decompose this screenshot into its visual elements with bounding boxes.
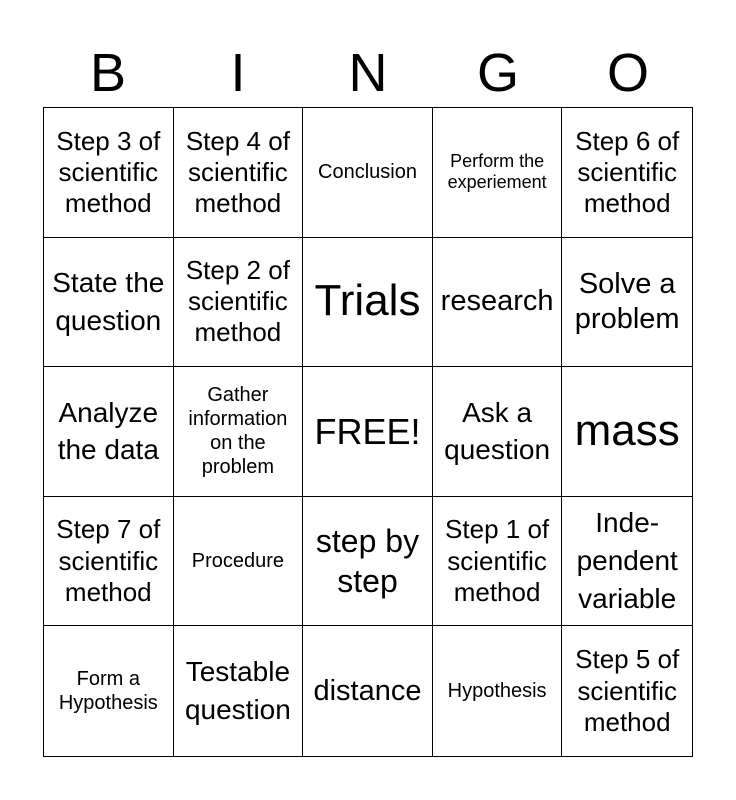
bingo-cell: Ask a question [433, 367, 563, 497]
bingo-cell: step by step [303, 497, 433, 627]
header-letter-i: I [230, 43, 246, 103]
bingo-cell: Step 7 of scientific method [44, 497, 174, 627]
bingo-cell: Step 6 of scientific method [562, 108, 692, 238]
bingo-cell: State the question [44, 238, 174, 368]
bingo-cell: Step 3 of scientific method [44, 108, 174, 238]
bingo-cell: Analyze the data [44, 367, 174, 497]
bingo-cell: distance [303, 626, 433, 756]
bingo-cell: Hypothesis [433, 626, 563, 756]
bingo-cell: Solve a problem [562, 238, 692, 368]
bingo-cell: mass [562, 367, 692, 497]
header-letter-b: B [89, 43, 127, 103]
header-letter-g: G [476, 43, 519, 103]
bingo-cell: Conclusion [303, 108, 433, 238]
header-letter-o: O [606, 43, 649, 103]
bingo-cell: Trials [303, 238, 433, 368]
bingo-cell: research [433, 238, 563, 368]
bingo-cell: FREE! [303, 367, 433, 497]
bingo-cell: Step 5 of scientific method [575, 644, 680, 737]
bingo-cell: Perform the experiement [433, 108, 563, 238]
bingo-cell: Procedure [174, 497, 304, 627]
bingo-header [43, 40, 693, 106]
bingo-cell: Gather information on the problem [174, 367, 304, 497]
header-letter-n: N [348, 43, 388, 103]
bingo-cell: Inde-pendent variable [562, 497, 692, 627]
bingo-board [43, 107, 693, 757]
bingo-cell: Step 1 of scientific method [433, 497, 563, 627]
bingo-cell: Testable question [174, 626, 304, 756]
bingo-cell: Step 2 of scientific method [174, 238, 304, 368]
bingo-cell: Step 4 of scientific method [174, 108, 304, 238]
bingo-cell: Form a Hypothesis [44, 626, 174, 756]
